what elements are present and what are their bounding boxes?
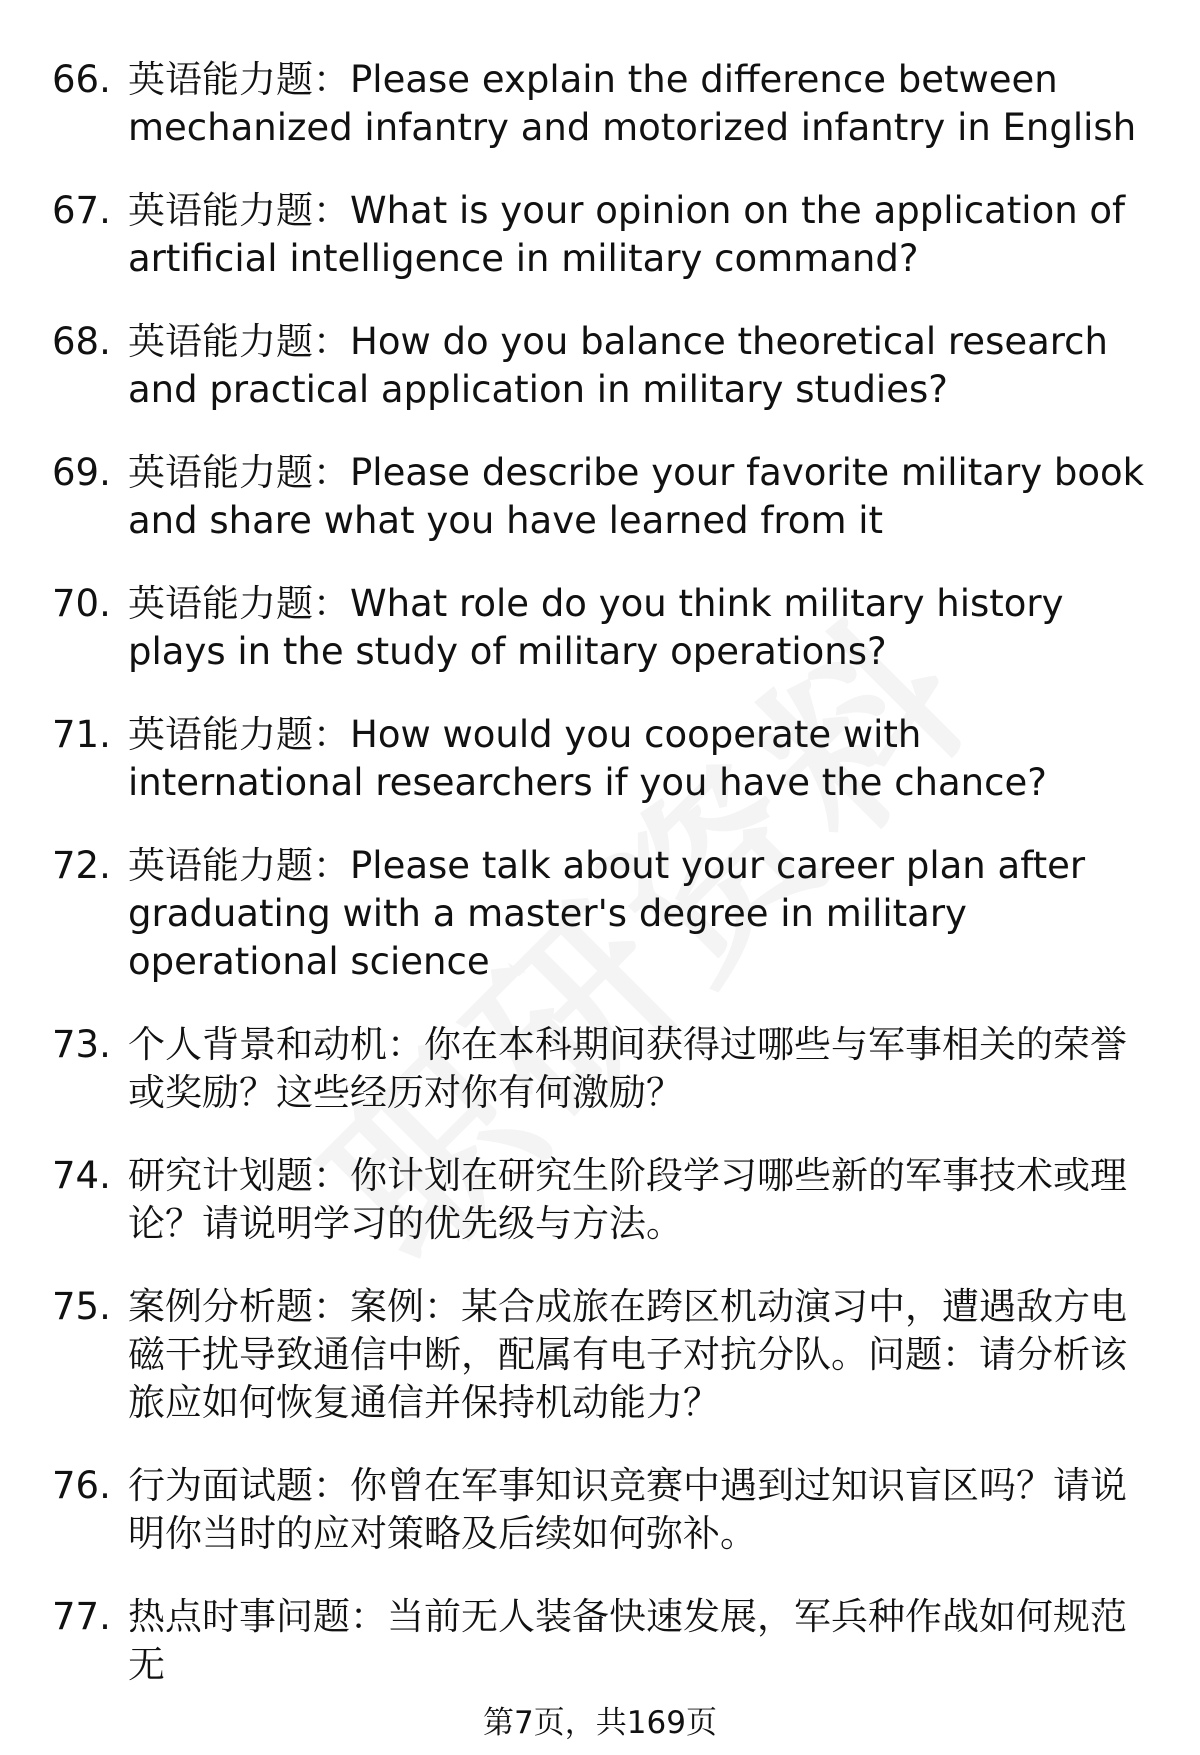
question-item [0, 187, 1200, 283]
question-item [0, 1283, 1200, 1427]
question-item [0, 711, 1200, 807]
question-number: 77. [52, 1595, 111, 1638]
question-number: 69. [52, 451, 111, 494]
question-number: 73. [52, 1023, 111, 1066]
question-number: 66. [52, 58, 111, 101]
question-number: 71. [52, 713, 111, 756]
question-text: 英语能力题：What role do you think military history plays in the study of military operations? [128, 582, 1064, 673]
question-item [0, 1152, 1200, 1248]
page-footer: 第7页，共169页 [483, 1705, 717, 1741]
question-item [0, 56, 1200, 152]
question-text: 英语能力题：What is your opinion on the application of artificial intelligence in military command? [128, 189, 1126, 280]
question-item [0, 1593, 1200, 1689]
question-item [0, 1462, 1200, 1558]
question-text: 热点时事问题：当前无人装备快速发展，军兵种作战如何规范无 [128, 1595, 1127, 1686]
question-text: 英语能力题：Please explain the difference between mechanized infantry and motorized infantry in English [128, 58, 1137, 149]
question-number: 72. [52, 844, 111, 887]
question-number: 68. [52, 320, 111, 363]
question-number: 67. [52, 189, 111, 232]
question-text: 研究计划题：你计划在研究生阶段学习哪些新的军事技术或理论？请说明学习的优先级与方法。 [128, 1154, 1127, 1245]
question-list [0, 56, 1200, 1724]
question-item [0, 1021, 1200, 1117]
question-number: 74. [52, 1154, 111, 1197]
question-item [0, 580, 1200, 676]
question-text: 个人背景和动机：你在本科期间获得过哪些与军事相关的荣誉或奖励？这些经历对你有何激励？ [128, 1023, 1127, 1114]
question-number: 70. [52, 582, 111, 625]
question-text: 英语能力题：Please talk about your career plan after graduating with a master's degree in military operational science [128, 844, 1086, 983]
question-text: 案例分析题：案例：某合成旅在跨区机动演习中，遭遇敌方电磁干扰导致通信中断，配属有电子对抗分队。问题：请分析该旅应如何恢复通信并保持机动能力？ [128, 1285, 1127, 1424]
question-text: 行为面试题：你曾在军事知识竞赛中遇到过知识盲区吗？请说明你当时的应对策略及后续如何弥补。 [128, 1464, 1127, 1555]
question-number: 75. [52, 1285, 111, 1328]
question-item [0, 842, 1200, 986]
question-item [0, 449, 1200, 545]
question-text: 英语能力题：Please describe your favorite military book and share what you have learned from it [128, 451, 1145, 542]
question-item [0, 318, 1200, 414]
question-number: 76. [52, 1464, 111, 1507]
question-text: 英语能力题：How would you cooperate with international researchers if you have the chance? [128, 713, 1047, 804]
question-text: 英语能力题：How do you balance theoretical research and practical application in military studies? [128, 320, 1108, 411]
